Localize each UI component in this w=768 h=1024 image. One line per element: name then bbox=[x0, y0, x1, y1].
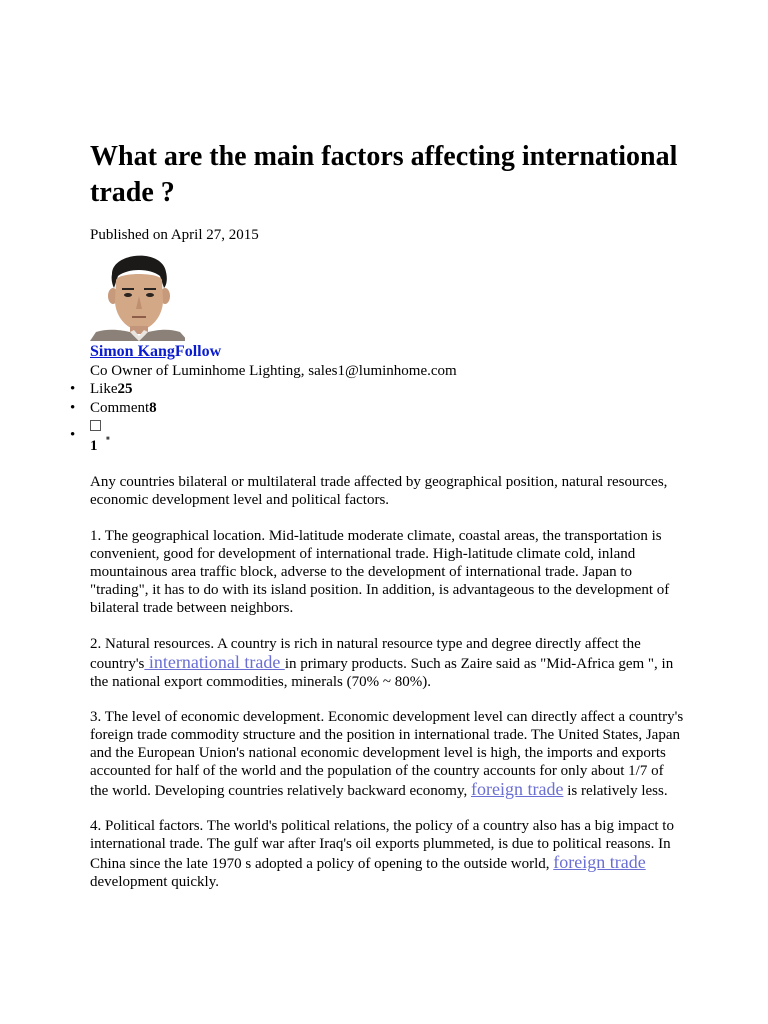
like-label: Like bbox=[90, 381, 118, 397]
international-trade-link[interactable]: international trade bbox=[144, 652, 285, 672]
comment-count: 8 bbox=[149, 400, 157, 416]
foreign-trade-link[interactable]: foreign trade bbox=[553, 852, 646, 872]
share-item[interactable] bbox=[68, 418, 157, 458]
paragraph-economy bbox=[90, 708, 685, 800]
bullet-icon: • bbox=[70, 427, 76, 443]
foreign-trade-link[interactable]: foreign trade bbox=[470, 779, 564, 799]
paragraph-text: development quickly. bbox=[90, 874, 219, 890]
like-item[interactable] bbox=[68, 380, 157, 399]
author-name-link[interactable]: Simon Kang bbox=[90, 343, 175, 360]
paragraph-resources bbox=[90, 635, 685, 691]
like-count: 25 bbox=[117, 381, 133, 397]
comment-label: Comment bbox=[90, 400, 150, 416]
bullet-icon: • bbox=[70, 400, 76, 416]
article-stats bbox=[68, 380, 157, 458]
author-headline: Co Owner of Luminhome Lighting, sales1@luminhome.com bbox=[90, 363, 457, 379]
author-avatar[interactable] bbox=[90, 244, 185, 341]
paragraph-text: in primary products. Such as Zaire said as "Mid-Africa gem ", in the national export commodities, minerals (70% ~ 80%). bbox=[90, 656, 674, 690]
article-title: What are the main factors affecting international trade ? bbox=[90, 141, 678, 208]
dot-icon: ■ bbox=[106, 436, 110, 442]
bullet-icon: • bbox=[70, 381, 76, 397]
paragraph-text: 2. Natural resources. A country is rich in natural resource type and degree directly affect the country's bbox=[90, 636, 641, 672]
checkbox-icon[interactable] bbox=[90, 420, 101, 431]
published-date: Published on April 27, 2015 bbox=[90, 227, 259, 243]
intro-paragraph: Any countries bilateral or multilateral trade affected by geographical position, natural resources, economic development level and political factors. bbox=[90, 474, 668, 508]
paragraph-text: 3. The level of economic development. Economic development level can directly affect a country's foreign trade commodity structure and the position in international trade. The United States, Japan and the European Union's national economic development level is high, the imports and exports accounted for half of the world and the population of the country accounts for only about 1/7 of the world. Developing countries relatively backward economy, bbox=[90, 709, 684, 799]
paragraph-politics bbox=[90, 817, 685, 891]
paragraph-text: is relatively less. bbox=[563, 783, 668, 799]
follow-button[interactable]: Follow bbox=[174, 343, 222, 360]
author-line bbox=[90, 342, 221, 362]
author-photo-icon bbox=[90, 244, 185, 341]
paragraph-text: 4. Political factors. The world's political relations, the policy of a country also has a big impact to international trade. The gulf war after Iraq's oil exports plummeted, is due to political reasons. In China since the late 1970 s adopted a policy of opening to the outside world, bbox=[90, 818, 674, 872]
paragraph-geography: 1. The geographical location. Mid-latitude moderate climate, coastal areas, the transportation is convenient, good for development of international trade. High-latitude climate cold, inland mountainous area traffic block, adverse to the development of international trade. Japan to "trading", it has to do with its island position. In addition, is advantageous to the development of bilateral trade between neighbors. bbox=[90, 528, 670, 616]
comment-item[interactable] bbox=[68, 399, 157, 418]
article-body bbox=[90, 473, 685, 909]
share-count: 1 bbox=[90, 438, 98, 454]
